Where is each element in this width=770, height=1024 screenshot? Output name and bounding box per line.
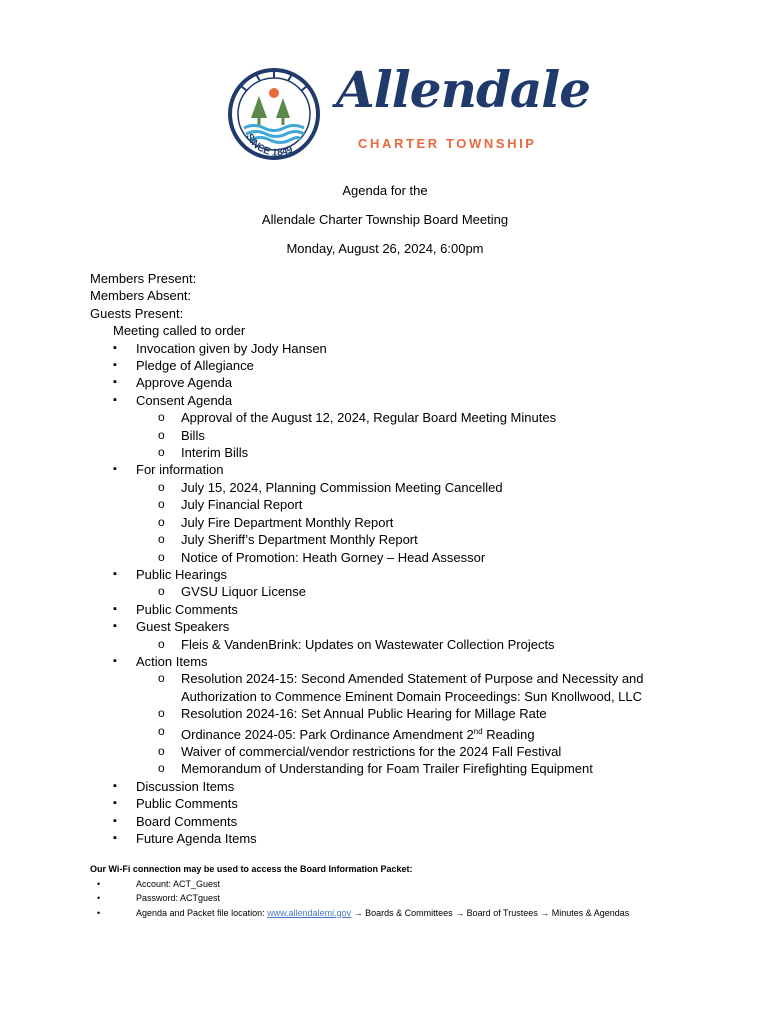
sub-item-resolution-15 [158, 670, 710, 705]
agenda-item: ▪ Future Agenda Items [113, 830, 710, 847]
sub-item: o Interim Bills [158, 444, 710, 461]
agenda-item-information [113, 461, 710, 565]
agenda-list [90, 340, 710, 848]
ordinance-suffix: Reading [482, 726, 535, 742]
agenda-item-label: Guest Speakers [136, 619, 230, 635]
agenda-item-action-items [113, 653, 710, 778]
sub-item: o Approval of the August 12, 2024, Regular Board Meeting Minutes [158, 409, 710, 426]
agenda-item-consent [113, 392, 710, 462]
sub-item: o Fleis & VandenBrink: Updates on Wastewater Collection Projects [158, 636, 710, 653]
sub-item: o Notice of Promotion: Heath Gorney – Head Assessor [158, 549, 710, 566]
township-logo [226, 60, 591, 162]
wifi-location [97, 906, 730, 921]
agenda-item-label: Action Items [136, 653, 208, 669]
sub-item: o Resolution 2024-16: Set Annual Public Hearing for Millage Rate [158, 705, 710, 722]
sub-list [136, 409, 710, 461]
sub-item: o July Fire Department Monthly Report [158, 514, 710, 531]
sub-list [136, 636, 710, 653]
resolution-15-line-1: o Resolution 2024-15: Second Amended Statement of Purpose and Necessity and [181, 671, 644, 687]
township-subtitle: CHARTER TOWNSHIP [358, 136, 537, 151]
township-name: Allendale [336, 60, 591, 119]
sub-item: o July Financial Report [158, 496, 710, 513]
wifi-list [90, 877, 730, 921]
agenda-item: ▪ Pledge of Allegiance [113, 357, 710, 374]
sub-item: o Memorandum of Understanding for Foam Trailer Firefighting Equipment [158, 760, 710, 777]
wifi-account: • Account: ACT_Guest [97, 877, 730, 892]
agenda-item-guest-speakers [113, 618, 710, 653]
sub-item: o Waiver of commercial/vendor restrictions for the 2024 Fall Festival [158, 743, 710, 760]
ordinance-text: Ordinance 2024-05: Park Ordinance Amendment 2 [181, 726, 474, 742]
agenda-item: ▪ Public Comments [113, 601, 710, 618]
sub-list [136, 583, 710, 600]
resolution-15-line-2: Authorization to Commence Eminent Domain Proceedings: Sun Knollwood, LLC [181, 688, 643, 704]
called-to-order: Meeting called to order [113, 323, 246, 339]
sub-list [136, 479, 710, 566]
agenda-item: ▪ Public Comments [113, 795, 710, 812]
sub-item: o Bills [158, 427, 710, 444]
members-present: Members Present: [90, 271, 197, 286]
website-link[interactable]: www.allendalemi.gov [267, 907, 352, 918]
agenda-item: ▪ Board Comments [113, 813, 710, 830]
agenda-item-label: Public Hearings [136, 566, 228, 582]
guests-present: Guests Present: [90, 305, 184, 321]
members-absent: Members Absent: [90, 288, 192, 304]
heading-line-3: Monday, August 26, 2024, 6:00pm [286, 241, 484, 256]
badge-text: SINCE 1849 [243, 131, 295, 159]
agenda-item-public-hearings [113, 566, 710, 601]
agenda-item-label: For information [136, 462, 224, 478]
agenda-item-label: Consent Agenda [136, 392, 233, 408]
wifi-title: Our Wi-Fi connection may be used to access the Board Information Packet: [90, 864, 413, 874]
ordinance-sup: nd [473, 726, 483, 736]
heading-line-1: Agenda for the [342, 183, 428, 198]
agenda-item: ▪ Invocation given by Jody Hansen [113, 340, 710, 357]
sub-item-ordinance [158, 723, 710, 743]
sub-item: o GVSU Liquor License [158, 583, 710, 600]
wifi-info [90, 862, 730, 920]
township-seal-icon [226, 66, 322, 162]
sub-list [136, 670, 710, 777]
wifi-password: • Password: ACTguest [97, 891, 730, 906]
location-path: → Boards & Committees → Board of Trustees → Minutes & Agendas [351, 907, 630, 918]
location-prefix: Agenda and Packet file location: [136, 907, 268, 918]
sub-item: o July Sheriff’s Department Monthly Report [158, 531, 710, 548]
sub-item: o July 15, 2024, Planning Commission Meeting Cancelled [158, 479, 710, 496]
agenda-item: ▪ Approve Agenda [113, 374, 710, 391]
agenda-item: ▪ Discussion Items [113, 778, 710, 795]
heading-line-2: Allendale Charter Township Board Meeting [261, 212, 509, 227]
agenda-body [90, 270, 710, 847]
